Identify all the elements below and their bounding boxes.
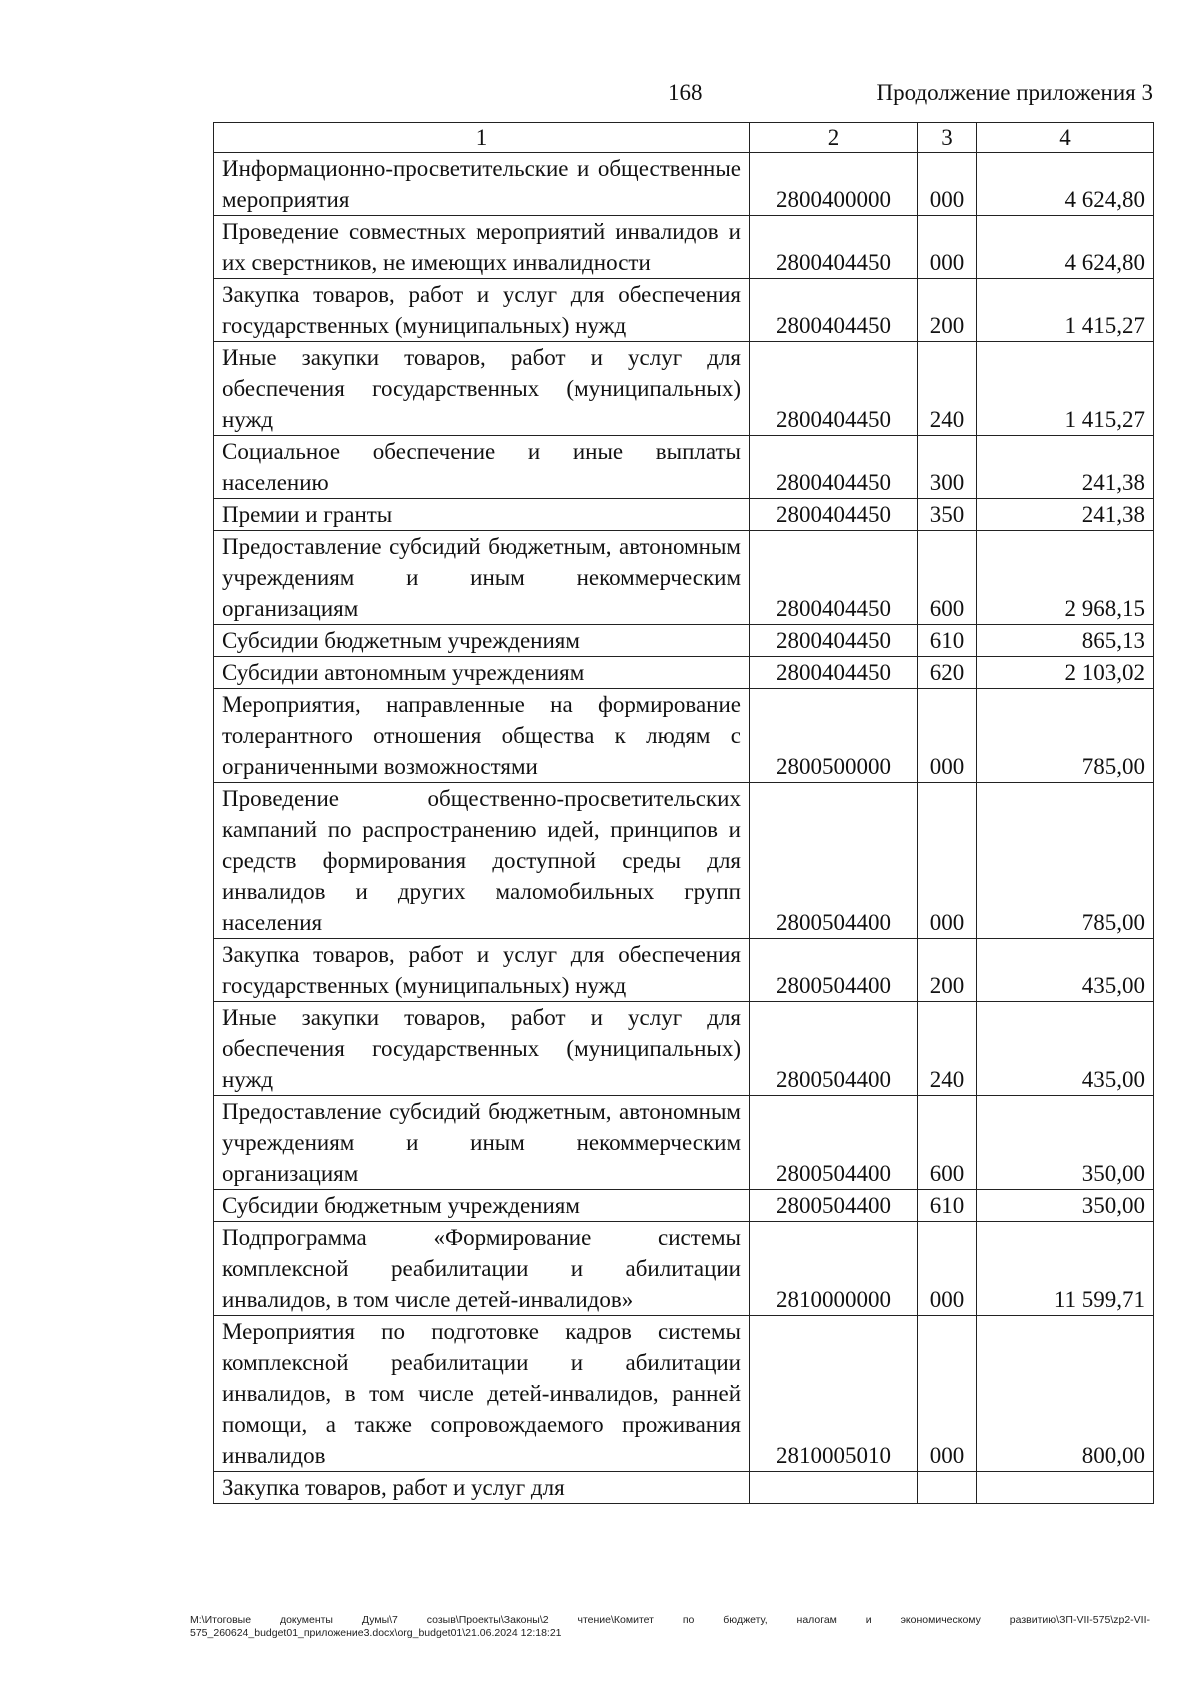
row-kind-cell: 610 <box>918 625 977 657</box>
row-name-cell: Премии и гранты <box>214 499 750 531</box>
row-kind-cell: 000 <box>918 1316 977 1472</box>
row-amount-cell: 350,00 <box>977 1190 1154 1222</box>
row-amount-cell: 241,38 <box>977 499 1154 531</box>
row-kind-cell: 350 <box>918 499 977 531</box>
table-row <box>214 1472 1154 1504</box>
row-amount-cell: 4 624,80 <box>977 216 1154 279</box>
row-name-cell: Информационно-просветительские и общественные мероприятия <box>214 153 750 216</box>
row-kind-cell: 000 <box>918 216 977 279</box>
row-amount-cell: 435,00 <box>977 939 1154 1002</box>
row-code-cell: 2800404450 <box>750 657 918 689</box>
table-row <box>214 153 1154 216</box>
row-amount-cell: 800,00 <box>977 1316 1154 1472</box>
row-name-cell: Предоставление субсидий бюджетным, автономным учреждениям и иным некоммерческим организациям <box>214 531 750 625</box>
table-row <box>214 657 1154 689</box>
row-amount-cell: 435,00 <box>977 1002 1154 1096</box>
table-header-row <box>214 123 1154 153</box>
row-amount-cell: 785,00 <box>977 689 1154 783</box>
continuation-title: Продолжение приложения 3 <box>876 80 1153 105</box>
table-row <box>214 689 1154 783</box>
row-name-cell: Иные закупки товаров, работ и услуг для обеспечения государственных (муниципальных) нужд <box>214 1002 750 1096</box>
row-kind-cell: 600 <box>918 1096 977 1190</box>
column-header-1: 1 <box>214 123 750 153</box>
row-kind-cell: 300 <box>918 436 977 499</box>
row-kind-cell: 000 <box>918 689 977 783</box>
column-header-2: 2 <box>750 123 918 153</box>
row-amount-cell: 785,00 <box>977 783 1154 939</box>
row-kind-cell: 000 <box>918 153 977 216</box>
row-name-cell: Проведение совместных мероприятий инвалидов и их сверстников, не имеющих инвалидности <box>214 216 750 279</box>
row-code-cell: 2800400000 <box>750 153 918 216</box>
table-row <box>214 1316 1154 1472</box>
row-code-cell: 2800504400 <box>750 939 918 1002</box>
row-code-cell: 2800404450 <box>750 625 918 657</box>
row-amount-cell: 2 968,15 <box>977 531 1154 625</box>
row-kind-cell: 610 <box>918 1190 977 1222</box>
row-name-cell: Субсидии бюджетным учреждениям <box>214 1190 750 1222</box>
table-row <box>214 436 1154 499</box>
table-body <box>214 153 1154 1504</box>
column-header-4: 4 <box>977 123 1154 153</box>
row-amount-cell: 241,38 <box>977 436 1154 499</box>
row-amount-cell: 4 624,80 <box>977 153 1154 216</box>
row-kind-cell: 200 <box>918 939 977 1002</box>
row-code-cell: 2810005010 <box>750 1316 918 1472</box>
row-code-cell <box>750 1472 918 1504</box>
row-name-cell: Закупка товаров, работ и услуг для обеспечения государственных (муниципальных) нужд <box>214 939 750 1002</box>
row-amount-cell: 1 415,27 <box>977 279 1154 342</box>
row-name-cell: Социальное обеспечение и иные выплаты населению <box>214 436 750 499</box>
row-code-cell: 2800504400 <box>750 1096 918 1190</box>
row-name-cell: Мероприятия, направленные на формирование толерантного отношения общества к людям с ограниченными возможностями <box>214 689 750 783</box>
row-kind-cell <box>918 1472 977 1504</box>
row-name-cell: Предоставление субсидий бюджетным, автономным учреждениям и иным некоммерческим организациям <box>214 1096 750 1190</box>
row-name-cell: Проведение общественно-просветительских кампаний по распространению идей, принципов и средств формирования доступной среды для инвалидов и других маломобильных групп населения <box>214 783 750 939</box>
row-name-cell: Подпрограмма «Формирование системы комплексной реабилитации и абилитации инвалидов, в том числе детей-инвалидов» <box>214 1222 750 1316</box>
row-code-cell: 2800404450 <box>750 279 918 342</box>
row-name-cell: Мероприятия по подготовке кадров системы комплексной реабилитации и абилитации инвалидов, в том числе детей-инвалидов, ранней помощи, а также сопровождаемого проживания инвалидов <box>214 1316 750 1472</box>
row-code-cell: 2800504400 <box>750 783 918 939</box>
table-row <box>214 939 1154 1002</box>
row-code-cell: 2800504400 <box>750 1002 918 1096</box>
row-kind-cell: 000 <box>918 1222 977 1316</box>
row-code-cell: 2800500000 <box>750 689 918 783</box>
table-row <box>214 625 1154 657</box>
row-kind-cell: 240 <box>918 1002 977 1096</box>
row-amount-cell: 11 599,71 <box>977 1222 1154 1316</box>
row-amount-cell: 350,00 <box>977 1096 1154 1190</box>
row-name-cell: Закупка товаров, работ и услуг для обеспечения государственных (муниципальных) нужд <box>214 279 750 342</box>
page-number: 168 <box>668 80 703 105</box>
row-name-cell: Иные закупки товаров, работ и услуг для обеспечения государственных (муниципальных) нужд <box>214 342 750 436</box>
row-kind-cell: 600 <box>918 531 977 625</box>
row-kind-cell: 200 <box>918 279 977 342</box>
row-name-cell: Закупка товаров, работ и услуг для <box>214 1472 750 1504</box>
table-row <box>214 1190 1154 1222</box>
table-row <box>214 216 1154 279</box>
row-code-cell: 2800404450 <box>750 342 918 436</box>
column-header-3: 3 <box>918 123 977 153</box>
row-code-cell: 2800404450 <box>750 531 918 625</box>
budget-table <box>213 122 1154 1504</box>
row-amount-cell: 1 415,27 <box>977 342 1154 436</box>
row-kind-cell: 000 <box>918 783 977 939</box>
row-code-cell: 2800504400 <box>750 1190 918 1222</box>
table-row <box>214 499 1154 531</box>
row-amount-cell <box>977 1472 1154 1504</box>
row-code-cell: 2800404450 <box>750 436 918 499</box>
row-amount-cell: 865,13 <box>977 625 1154 657</box>
row-kind-cell: 620 <box>918 657 977 689</box>
table-row <box>214 1222 1154 1316</box>
row-code-cell: 2800404450 <box>750 499 918 531</box>
table-row <box>214 1002 1154 1096</box>
table-row <box>214 531 1154 625</box>
row-name-cell: Субсидии автономным учреждениям <box>214 657 750 689</box>
footer-file-path: М:\Итоговые документы Думы\7 созыв\Проекты\Законы\2 чтение\Комитет по бюджету, налогам и экономическому развитию\ЗП-VII-575\zp2-VII-575_260624_budget01_приложение3.docx\org_budget01\21.06.2024 12:18:21 <box>190 1614 1150 1639</box>
table-row <box>214 342 1154 436</box>
table-row <box>214 783 1154 939</box>
table-row <box>214 279 1154 342</box>
table-row <box>214 1096 1154 1190</box>
row-name-cell: Субсидии бюджетным учреждениям <box>214 625 750 657</box>
row-code-cell: 2800404450 <box>750 216 918 279</box>
row-kind-cell: 240 <box>918 342 977 436</box>
row-code-cell: 2810000000 <box>750 1222 918 1316</box>
row-amount-cell: 2 103,02 <box>977 657 1154 689</box>
